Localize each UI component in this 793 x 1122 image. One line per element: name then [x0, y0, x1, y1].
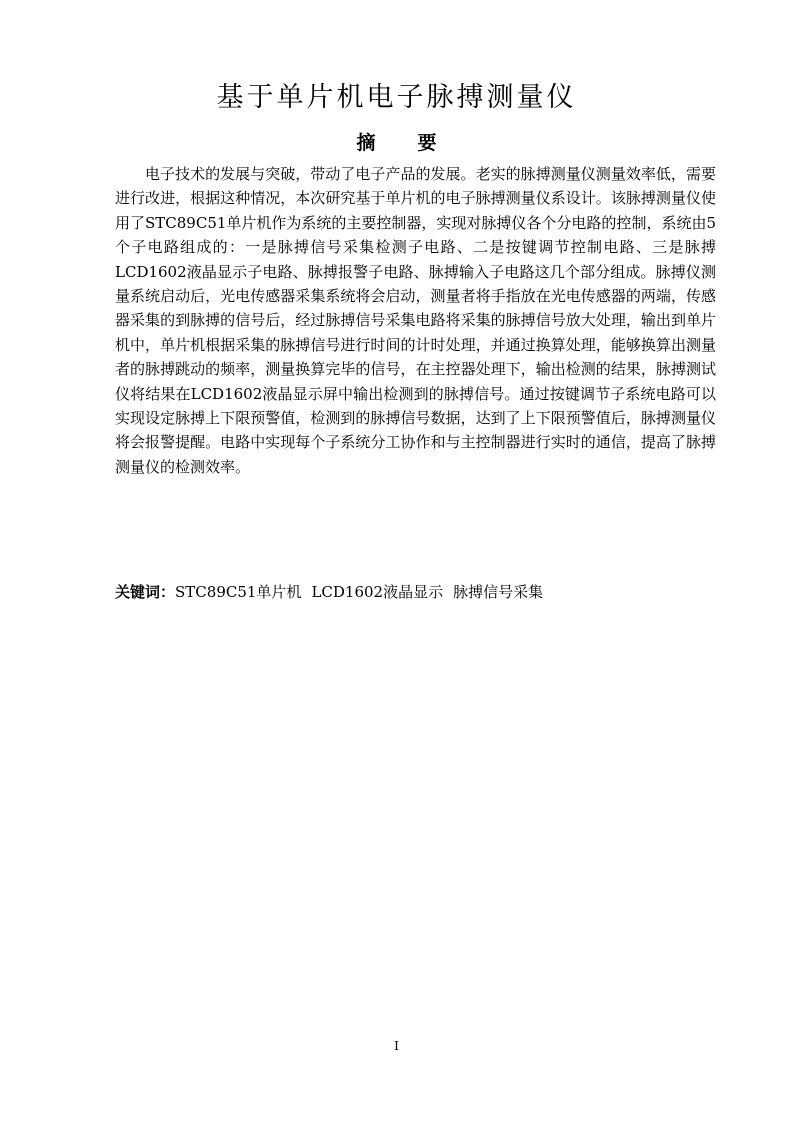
abstract-heading-char-2: 要: [417, 132, 437, 154]
document-title: 基于单片机电子脉搏测量仪: [216, 82, 577, 113]
keyword-item: 脉搏信号采集: [453, 583, 544, 601]
abstract-paragraph: 电子技术的发展与突破，带动了电子产品的发展。老实的脉搏测量仪测量效率低，需要进行改进，根据这种情况，本次研究基于单片机的电子脉搏测量仪系设计。该脉搏测量仪使用了STC89C51单片机作为系统的主要控制器，实现对脉搏仪各个分电路的控制，系统由5个子电路组成的：一是脉搏信号采集检测子电路、二是按键调节控制电路、三是脉搏LCD1602液晶显示子电路、脉搏报警子电路、脉搏输入子电路这几个部分组成。脉搏仪测量系统启动后，光电传感器采集系统将会启动，测量者将手指放在光电传感器的两端，传感器采集的到脉搏的信号后，经过脉搏信号采集电路将采集的脉搏信号放大处理，输出到单片机中，单片机根据采集的脉搏信号进行时间的计时处理，并通过换算处理，能够换算出测量者的脉搏跳动的频率，测量换算完毕的信号，在主控器处理下，输出检测的结果，脉搏测试仪将结果在LCD1602液晶显示屏中输出检测到的脉搏信号。通过按键调节子系统电路可以实现设定脉搏上下限预警值，检测到的脉搏信号数据，达到了上下限预警值后，脉搏测量仪将会报警提醒。电路中实现每个子系统分工协作和与主控制器进行实时的通信，提高了脉搏测量仪的检测效率。: [115, 165, 716, 476]
keywords-label: 关键词：: [115, 583, 176, 601]
keyword-item: LCD1602液晶显示: [311, 583, 444, 601]
keyword-item: STC89C51单片机: [175, 583, 302, 601]
page-number: I: [394, 1039, 399, 1053]
abstract-heading: [0, 128, 793, 158]
abstract-heading-char-1: 摘: [356, 132, 376, 154]
keywords-line: [115, 580, 716, 604]
